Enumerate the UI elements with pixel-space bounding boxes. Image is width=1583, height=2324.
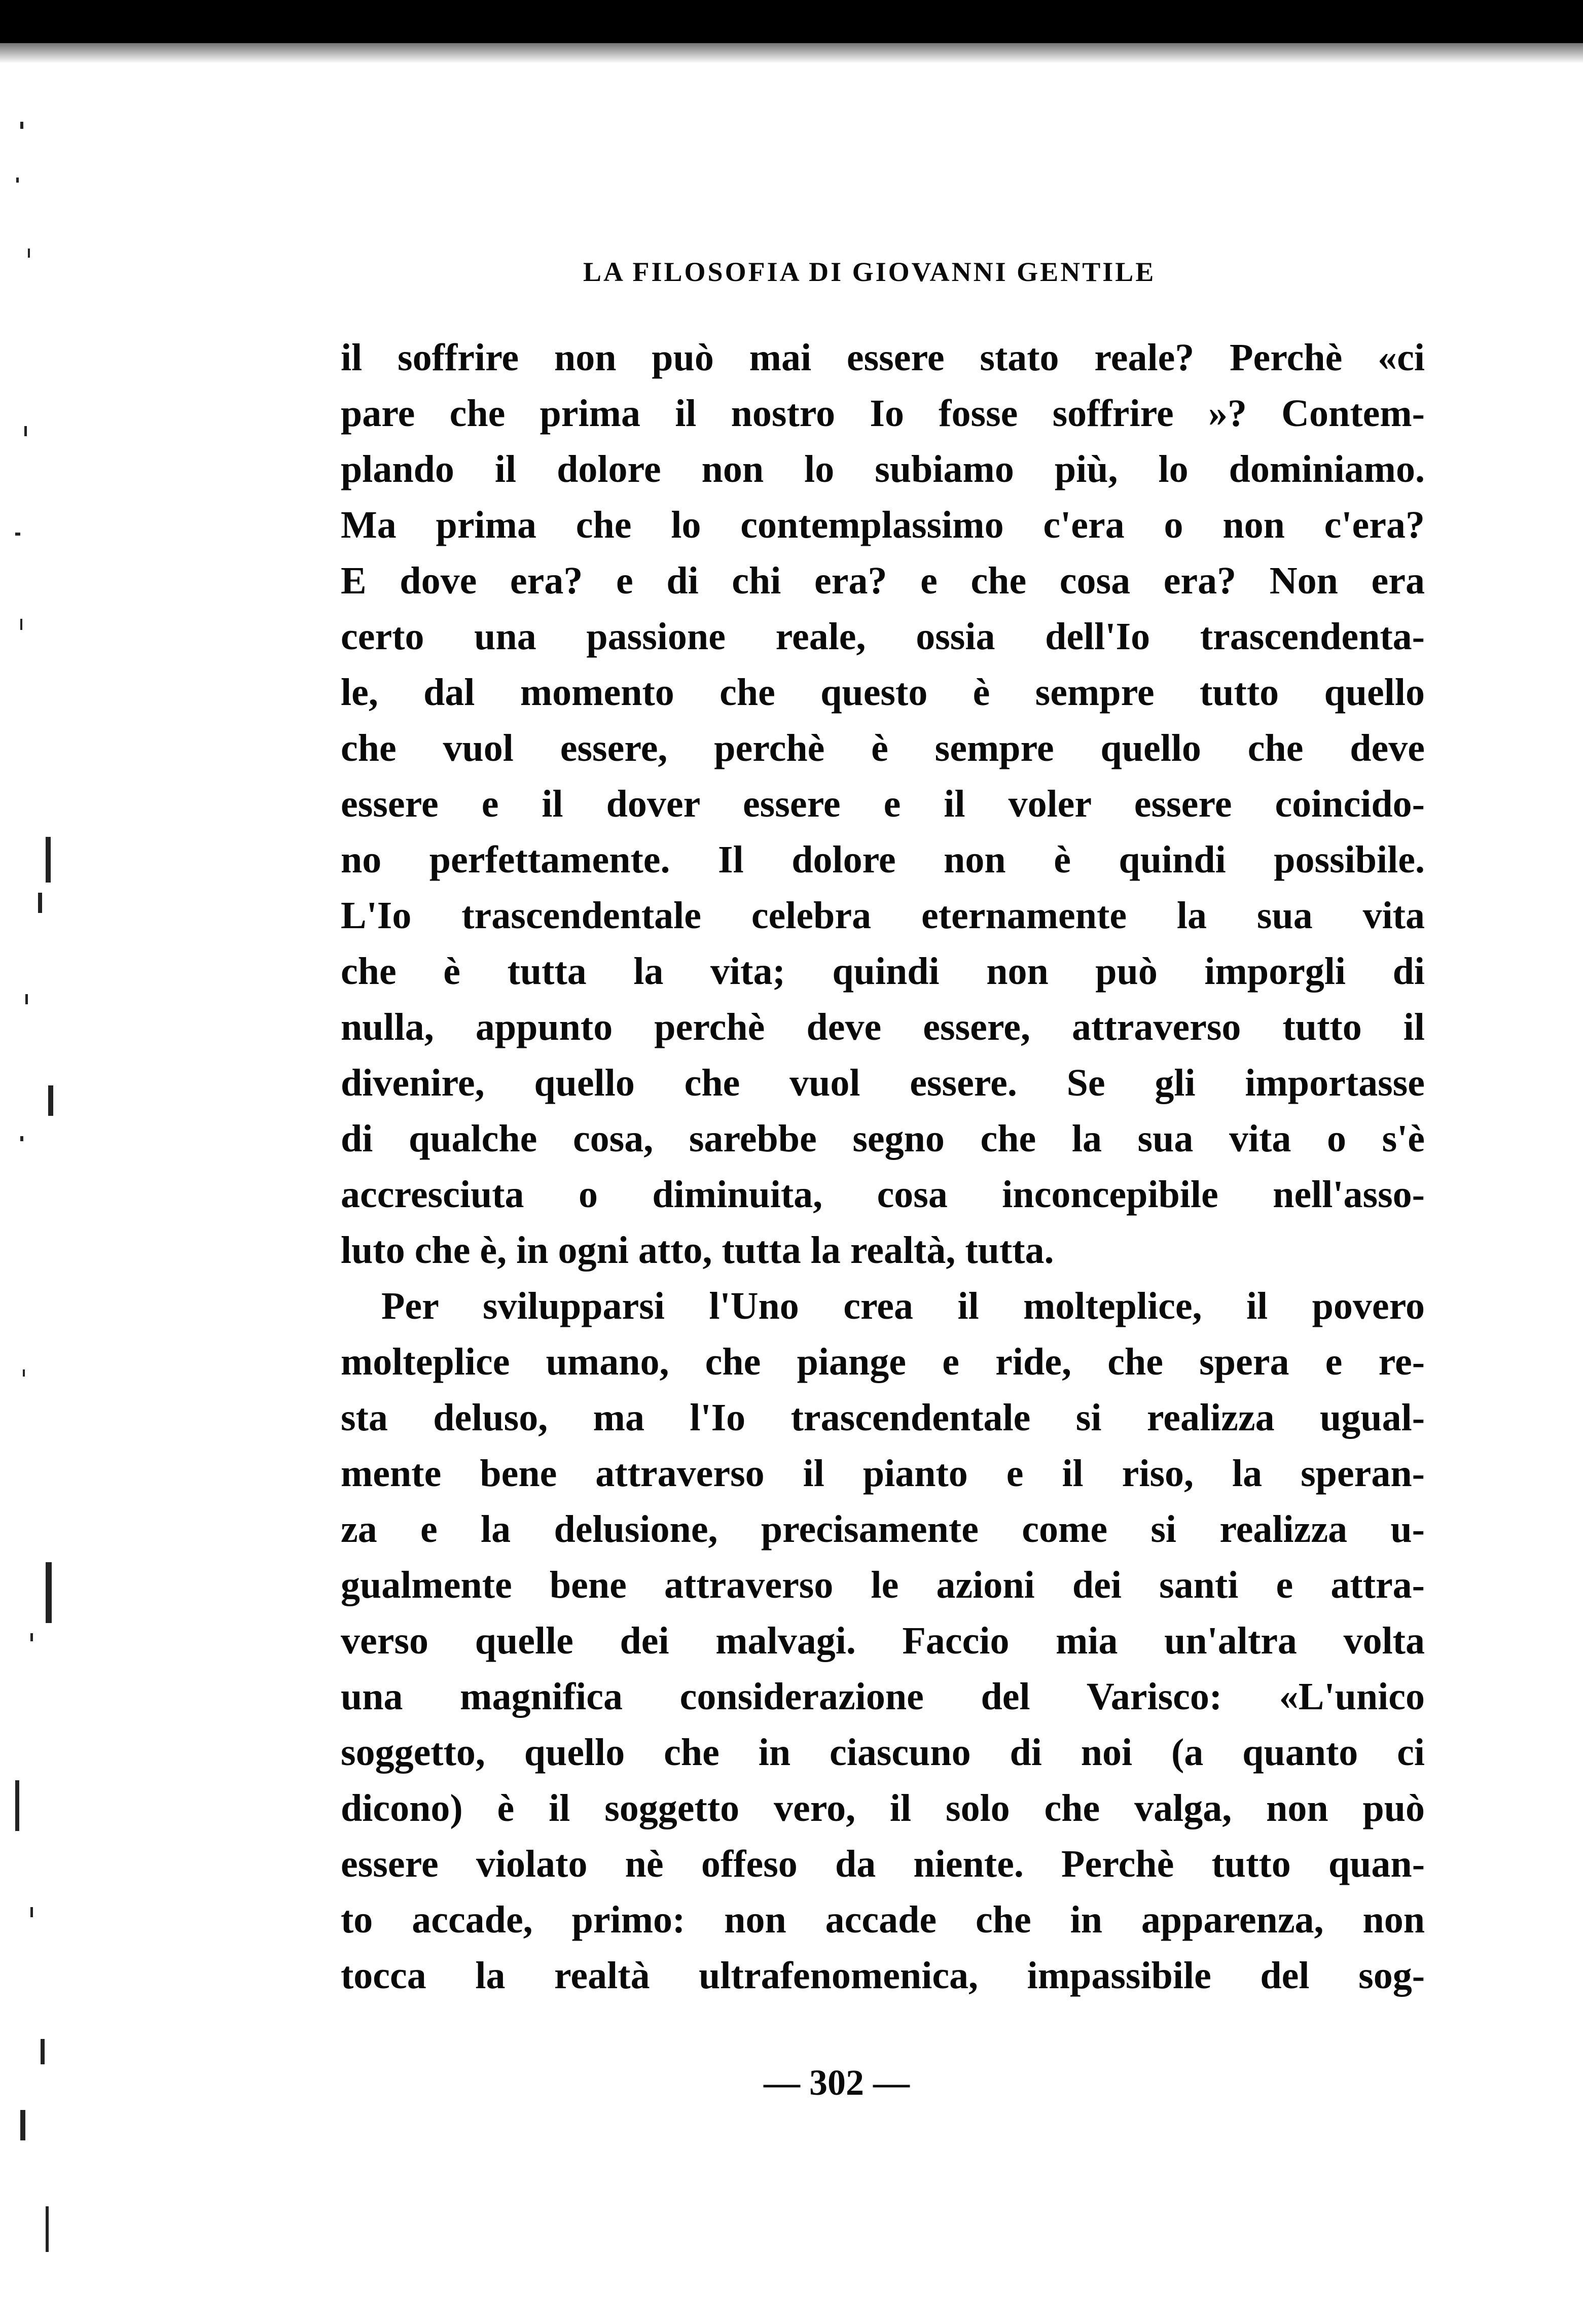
text-line: certo una passione reale, ossia dell'Io trascendenta- [341, 615, 1425, 658]
text-line: Ma prima che lo contemplassimo c'era o non c'era? [341, 504, 1425, 546]
text-line: pare che prima il nostro Io fosse soffrire »? Contem- [341, 392, 1425, 435]
text-line: verso quelle dei malvagi. Faccio mia un'altra volta [341, 1619, 1425, 1662]
text-line: to accade, primo: non accade che in apparenza, non [341, 1898, 1425, 1941]
text-line: gualmente bene attraverso le azioni dei santi e attra- [341, 1564, 1425, 1606]
text-line: il soffrire non può mai essere stato reale? Perchè «ci [341, 336, 1425, 379]
running-head: LA FILOSOFIA DI GIOVANNI GENTILE [583, 257, 1156, 287]
text-line: soggetto, quello che in ciascuno di noi (a quanto ci [341, 1731, 1425, 1774]
text-line: divenire, quello che vuol essere. Se gli importasse [341, 1062, 1425, 1104]
text-line: plando il dolore non lo subiamo più, lo dominiamo. [341, 448, 1425, 490]
text-line: le, dal momento che questo è sempre tutto quello [341, 671, 1425, 714]
text-line: che è tutta la vita; quindi non può imporgli di [341, 950, 1425, 993]
text-line: no perfettamente. Il dolore non è quindi possibile. [341, 838, 1425, 881]
page-number: — 302 — [764, 2062, 910, 2103]
text-line: Per svilupparsi l'Uno crea il molteplice, il povero [381, 1285, 1425, 1327]
text-line: essere e il dover essere e il voler essere coincido- [341, 783, 1425, 825]
body-text [341, 330, 1425, 2003]
text-line: molteplice umano, che piange e ride, che spera e re- [341, 1341, 1425, 1383]
text-line: dicono) è il soggetto vero, il solo che valga, non può [341, 1787, 1425, 1829]
text-line: di qualche cosa, sarebbe segno che la sua vita o s'è [341, 1117, 1425, 1160]
text-line: nulla, appunto perchè deve essere, attraverso tutto il [341, 1006, 1425, 1048]
text-line: sta deluso, ma l'Io trascendentale si realizza ugual- [341, 1396, 1425, 1439]
text-line: che vuol essere, perchè è sempre quello che deve [341, 727, 1425, 769]
text-line: una magnifica considerazione del Varisco: «L'unico [341, 1675, 1425, 1718]
text-line: L'Io trascendentale celebra eternamente la sua vita [341, 894, 1425, 937]
text-line: essere violato nè offeso da niente. Perchè tutto quan- [341, 1843, 1425, 1885]
text-line: za e la delusione, precisamente come si realizza u- [341, 1508, 1425, 1551]
scan-margin-specks [0, 101, 76, 2282]
text-line: accresciuta o diminuita, cosa inconcepibile nell'asso- [341, 1173, 1425, 1216]
scan-top-edge [0, 0, 1583, 43]
scan-top-edge-shadow [0, 43, 1583, 63]
text-line: tocca la realtà ultrafenomenica, impassibile del sog- [341, 1954, 1425, 1997]
text-line: luto che è, in ogni atto, tutta la realtà, tutta. [341, 1229, 1054, 1272]
text-line: E dove era? e di chi era? e che cosa era? Non era [341, 559, 1425, 602]
text-line: mente bene attraverso il pianto e il riso, la speran- [341, 1452, 1425, 1495]
